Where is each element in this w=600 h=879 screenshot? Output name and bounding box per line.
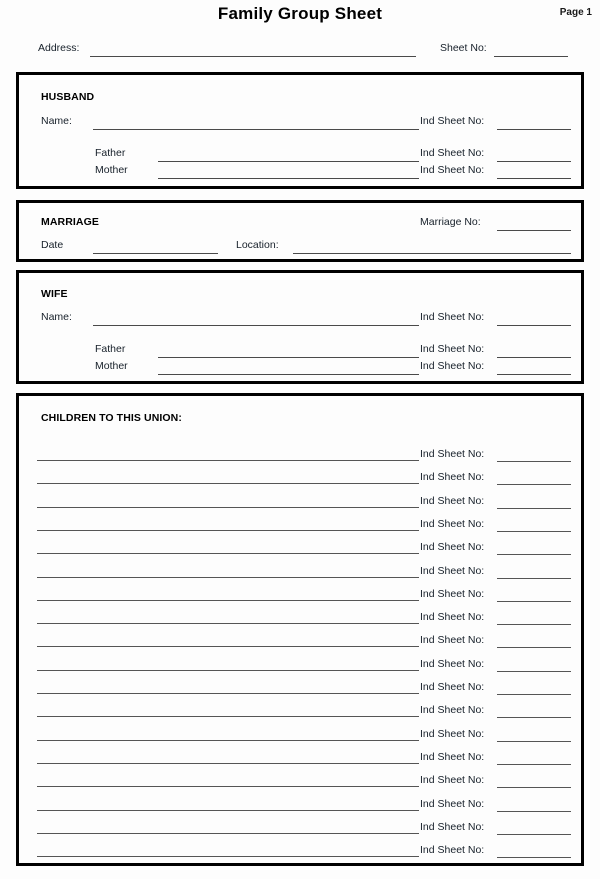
- wife-mother-input[interactable]: [158, 374, 419, 375]
- child-ind-sheet-no-input[interactable]: [497, 741, 571, 742]
- husband-father-ind-sheet-no-label: Ind Sheet No:: [420, 147, 485, 159]
- child-ind-sheet-no-label: Ind Sheet No:: [420, 611, 485, 624]
- child-ind-sheet-no-input[interactable]: [497, 461, 571, 462]
- husband-mother-ind-sheet-no-input[interactable]: [497, 178, 571, 179]
- child-ind-sheet-no-label: Ind Sheet No:: [420, 727, 485, 740]
- husband-mother-ind-sheet-no-label: Ind Sheet No:: [420, 164, 485, 176]
- child-ind-sheet-no-label: Ind Sheet No:: [420, 844, 485, 857]
- child-name-input[interactable]: [37, 553, 419, 554]
- marriage-location-label: Location:: [236, 239, 279, 251]
- child-ind-sheet-no-label: Ind Sheet No:: [420, 681, 485, 693]
- wife-mother-label: Mother: [95, 360, 128, 372]
- marriage-date-label: Date: [41, 239, 64, 251]
- husband-father-label: Father: [95, 147, 126, 159]
- child-name-input[interactable]: [37, 600, 419, 601]
- husband-mother-label: Mother: [95, 164, 128, 176]
- child-ind-sheet-no-label: Ind Sheet No:: [420, 820, 485, 833]
- husband-father-ind-sheet-no-input[interactable]: [497, 161, 571, 162]
- child-name-input[interactable]: [37, 483, 419, 484]
- child-ind-sheet-no-input[interactable]: [497, 694, 571, 695]
- child-ind-sheet-no-input[interactable]: [497, 671, 571, 672]
- marriage-location-input[interactable]: [293, 253, 571, 254]
- child-name-input[interactable]: [37, 670, 419, 671]
- wife-name-label: Name:: [41, 311, 72, 323]
- child-name-input[interactable]: [37, 786, 419, 787]
- sheet-no-input[interactable]: [494, 56, 568, 57]
- marriage-no-label: Marriage No:: [420, 216, 481, 228]
- child-ind-sheet-no-label: Ind Sheet No:: [420, 471, 485, 484]
- husband-section: [16, 72, 584, 189]
- marriage-no-input[interactable]: [497, 230, 571, 231]
- child-ind-sheet-no-input[interactable]: [497, 601, 571, 602]
- husband-section-title: HUSBAND: [41, 91, 95, 103]
- child-ind-sheet-no-input[interactable]: [497, 647, 571, 648]
- child-name-input[interactable]: [37, 646, 419, 647]
- marriage-section: [16, 200, 584, 262]
- child-name-input[interactable]: [37, 763, 419, 764]
- child-ind-sheet-no-label: Ind Sheet No:: [420, 587, 485, 600]
- child-name-input[interactable]: [37, 856, 419, 857]
- child-ind-sheet-no-input[interactable]: [497, 554, 571, 555]
- wife-father-ind-sheet-no-label: Ind Sheet No:: [420, 343, 485, 355]
- wife-section-title: WIFE: [41, 288, 68, 300]
- wife-mother-ind-sheet-no-label: Ind Sheet No:: [420, 360, 485, 372]
- address-input[interactable]: [90, 56, 416, 57]
- children-section-title: CHILDREN TO THIS UNION:: [41, 412, 182, 424]
- wife-mother-ind-sheet-no-input[interactable]: [497, 374, 571, 375]
- child-ind-sheet-no-label: Ind Sheet No:: [420, 774, 485, 787]
- child-ind-sheet-no-input[interactable]: [497, 787, 571, 788]
- husband-ind-sheet-no-input[interactable]: [497, 129, 571, 130]
- child-name-input[interactable]: [37, 460, 419, 461]
- child-ind-sheet-no-label: Ind Sheet No:: [420, 750, 485, 763]
- child-ind-sheet-no-input[interactable]: [497, 578, 571, 579]
- child-ind-sheet-no-input[interactable]: [497, 764, 571, 765]
- child-ind-sheet-no-label: Ind Sheet No:: [420, 541, 485, 554]
- child-ind-sheet-no-label: Ind Sheet No:: [420, 448, 485, 460]
- child-ind-sheet-no-input[interactable]: [497, 811, 571, 812]
- child-name-input[interactable]: [37, 716, 419, 717]
- husband-father-input[interactable]: [158, 161, 419, 162]
- child-name-input[interactable]: [37, 693, 419, 694]
- wife-section: [16, 270, 584, 384]
- child-name-input[interactable]: [37, 810, 419, 811]
- husband-mother-input[interactable]: [158, 178, 419, 179]
- child-ind-sheet-no-label: Ind Sheet No:: [420, 797, 485, 810]
- child-ind-sheet-no-input[interactable]: [497, 834, 571, 835]
- child-ind-sheet-no-input[interactable]: [497, 508, 571, 509]
- child-name-input[interactable]: [37, 833, 419, 834]
- wife-name-input[interactable]: [93, 325, 419, 326]
- child-name-input[interactable]: [37, 530, 419, 531]
- child-name-input[interactable]: [37, 577, 419, 578]
- page-number: Page 1: [559, 7, 592, 18]
- child-name-input[interactable]: [37, 507, 419, 508]
- child-ind-sheet-no-label: Ind Sheet No:: [420, 494, 485, 507]
- child-ind-sheet-no-input[interactable]: [497, 857, 571, 858]
- husband-name-label: Name:: [41, 115, 72, 127]
- child-ind-sheet-no-label: Ind Sheet No:: [420, 564, 485, 577]
- child-ind-sheet-no-label: Ind Sheet No:: [420, 634, 485, 647]
- wife-father-label: Father: [95, 343, 126, 355]
- child-ind-sheet-no-label: Ind Sheet No:: [420, 657, 485, 670]
- husband-name-input[interactable]: [93, 129, 419, 130]
- sheet-no-label: Sheet No:: [440, 42, 487, 54]
- page-title: Family Group Sheet: [217, 4, 383, 23]
- wife-father-input[interactable]: [158, 357, 419, 358]
- children-section: [16, 393, 584, 866]
- marriage-section-title: MARRIAGE: [41, 216, 99, 228]
- marriage-date-input[interactable]: [93, 253, 218, 254]
- child-ind-sheet-no-input[interactable]: [497, 717, 571, 718]
- child-ind-sheet-no-label: Ind Sheet No:: [420, 517, 485, 530]
- child-ind-sheet-no-input[interactable]: [497, 484, 571, 485]
- child-name-input[interactable]: [37, 740, 419, 741]
- child-ind-sheet-no-label: Ind Sheet No:: [420, 704, 485, 717]
- wife-ind-sheet-no-label: Ind Sheet No:: [420, 311, 485, 323]
- husband-ind-sheet-no-label: Ind Sheet No:: [420, 115, 485, 127]
- address-label: Address:: [38, 42, 80, 54]
- wife-father-ind-sheet-no-input[interactable]: [497, 357, 571, 358]
- wife-ind-sheet-no-input[interactable]: [497, 325, 571, 326]
- child-ind-sheet-no-input[interactable]: [497, 531, 571, 532]
- child-name-input[interactable]: [37, 623, 419, 624]
- child-ind-sheet-no-input[interactable]: [497, 624, 571, 625]
